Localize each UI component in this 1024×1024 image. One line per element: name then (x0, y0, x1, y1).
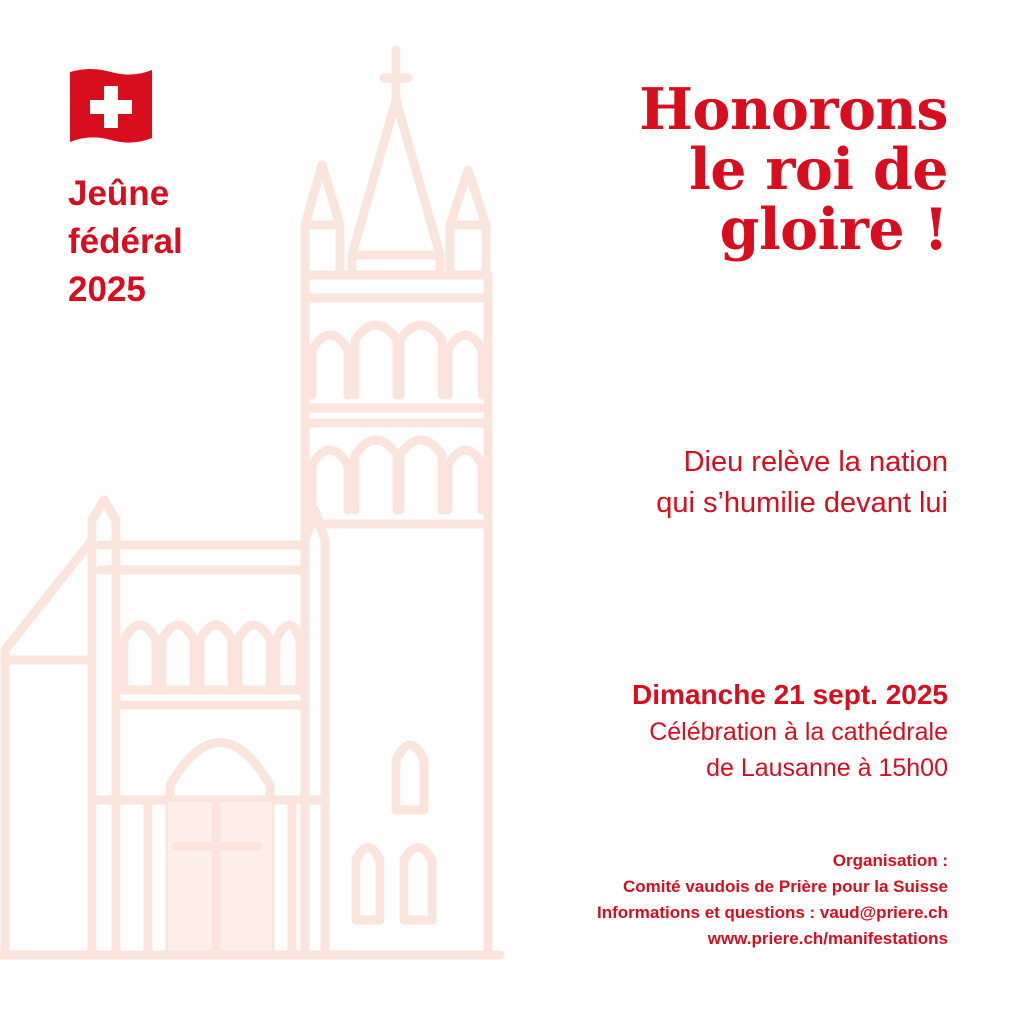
tagline-line: qui s’humilie devant lui (656, 487, 948, 519)
website-link[interactable]: www.priere.ch/manifestations (707, 929, 948, 948)
tagline-line: Dieu relève la nation (683, 446, 948, 478)
headline-line: Honorons (639, 76, 948, 143)
event-details (448, 676, 948, 786)
event-location-line: Célébration à la cathédrale (649, 718, 948, 746)
organisation-name: Comité vaudois de Prière pour la Suisse (623, 877, 948, 896)
contact-info: Informations et questions : vaud@priere.ch (597, 903, 948, 922)
swiss-flag-icon (68, 66, 154, 146)
event-location-line: de Lausanne à 15h00 (706, 754, 948, 782)
event-title-line: fédéral (68, 222, 183, 261)
headline (508, 76, 948, 263)
event-title-line: 2025 (68, 270, 146, 309)
event-date: Dimanche 21 sept. 2025 (632, 679, 948, 710)
event-title-line: Jeûne (68, 174, 170, 213)
organisation-block (428, 848, 948, 952)
event-title (68, 170, 288, 314)
tagline (448, 442, 948, 524)
headline-line: gloire ! (719, 196, 948, 263)
headline-line: le roi de (689, 136, 948, 203)
organisation-label: Organisation : (832, 851, 948, 870)
